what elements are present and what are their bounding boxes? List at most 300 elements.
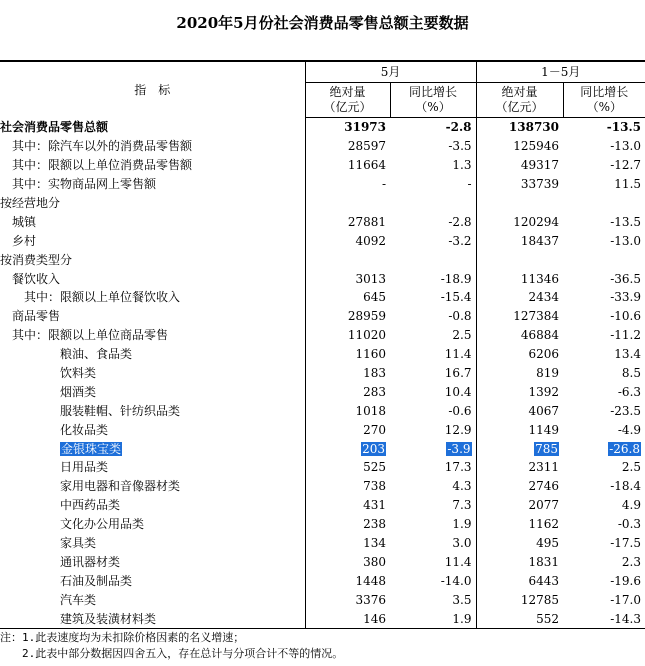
table-row xyxy=(0,345,645,364)
ytd-yoy-cell-text: -14.3 xyxy=(610,611,642,626)
may-yoy-cell xyxy=(390,401,476,420)
may-yoy-cell xyxy=(390,534,476,553)
may-abs-cell-text: 146 xyxy=(363,611,386,626)
row-label-text: 日用品类 xyxy=(60,460,109,475)
table-row xyxy=(0,609,645,628)
row-label xyxy=(0,439,305,458)
ytd-abs-cell xyxy=(476,534,563,553)
table-row xyxy=(0,137,645,156)
row-label xyxy=(0,175,305,194)
may-yoy-cell-text: 4.3 xyxy=(452,479,472,494)
table-row xyxy=(0,496,645,515)
may-yoy-cell xyxy=(390,420,476,439)
may-yoy-cell xyxy=(390,439,476,458)
ytd-abs-cell xyxy=(476,345,563,364)
footnotes xyxy=(0,630,343,662)
row-label-text: 家用电器和音像器材类 xyxy=(60,479,181,494)
may-yoy-cell-text: 10.4 xyxy=(444,384,472,399)
row-label xyxy=(0,552,305,571)
yoy-label: 同比增长 xyxy=(580,85,629,99)
may-yoy-cell-text: 3.0 xyxy=(452,536,472,551)
may-abs-cell xyxy=(305,137,390,156)
ytd-yoy-cell xyxy=(563,458,645,477)
table-row xyxy=(0,231,645,250)
may-yoy-cell xyxy=(390,118,476,137)
table-row xyxy=(0,590,645,609)
may-yoy-cell-text: 1.9 xyxy=(452,517,472,532)
table-row xyxy=(0,175,645,194)
row-label-text: 家具类 xyxy=(60,536,97,551)
may-abs-cell-text: 1448 xyxy=(355,573,386,588)
ytd-yoy-cell xyxy=(563,571,645,590)
may-yoy-cell xyxy=(390,212,476,231)
ytd-abs-cell-text: 125946 xyxy=(513,139,560,154)
ytd-abs-cell xyxy=(476,118,563,137)
may-abs-cell xyxy=(305,515,390,534)
may-abs-cell xyxy=(305,307,390,326)
may-abs-cell xyxy=(305,250,390,269)
may-yoy-cell-text: 7.3 xyxy=(452,498,472,513)
may-yoy-cell-text: 2.5 xyxy=(452,328,472,343)
ytd-abs-cell xyxy=(476,552,563,571)
may-yoy-cell-text: -0.6 xyxy=(448,403,472,418)
ytd-yoy-cell xyxy=(563,175,645,194)
may-abs-cell xyxy=(305,609,390,628)
may-abs-cell-text: 283 xyxy=(363,384,386,399)
ytd-abs-cell xyxy=(476,250,563,269)
may-abs-cell xyxy=(305,458,390,477)
may-yoy-cell-text: -15.4 xyxy=(440,290,472,305)
table-row xyxy=(0,552,645,571)
may-yoy-cell xyxy=(390,382,476,401)
row-label xyxy=(0,515,305,534)
ytd-abs-cell xyxy=(476,137,563,156)
table-row xyxy=(0,118,645,137)
may-abs-cell xyxy=(305,231,390,250)
ytd-yoy-cell-text: -36.5 xyxy=(610,271,642,286)
ytd-abs-cell xyxy=(476,175,563,194)
jan-may-header: 1－5月 xyxy=(476,61,645,83)
row-label-text: 其中：限额以上单位消费品零售额 xyxy=(12,158,193,173)
row-label xyxy=(0,496,305,515)
ytd-yoy-cell xyxy=(563,439,645,458)
row-label-text: 烟酒类 xyxy=(60,384,97,399)
ytd-yoy-cell xyxy=(563,212,645,231)
ytd-abs-cell xyxy=(476,382,563,401)
row-label xyxy=(0,156,305,175)
may-yoy-header xyxy=(390,83,476,118)
ytd-abs-cell-text: 552 xyxy=(536,611,560,626)
ytd-yoy-cell-text: -19.6 xyxy=(610,573,642,588)
table-row xyxy=(0,194,645,213)
table-row xyxy=(0,364,645,383)
may-abs-cell-text: 431 xyxy=(363,498,386,513)
may-yoy-cell-text: 17.3 xyxy=(444,460,472,475)
may-abs-cell-text: 183 xyxy=(363,366,386,381)
row-label-text: 商品零售 xyxy=(12,309,61,324)
may-yoy-cell xyxy=(390,364,476,383)
ytd-yoy-cell-text: -11.2 xyxy=(610,328,642,343)
ytd-abs-cell-text: 2077 xyxy=(528,498,560,513)
ytd-abs-cell-text: 33739 xyxy=(520,177,560,192)
row-label-text: 按消费类型分 xyxy=(0,252,73,267)
table-row xyxy=(0,420,645,439)
ytd-abs-cell xyxy=(476,326,563,345)
row-label-text: 乡村 xyxy=(12,233,37,248)
may-abs-cell-text: 11664 xyxy=(347,158,386,173)
ytd-yoy-cell-text: -12.7 xyxy=(610,158,642,173)
may-abs-cell-text: 238 xyxy=(363,517,386,532)
may-yoy-cell-text: -2.8 xyxy=(448,214,472,229)
ytd-abs-cell-text: 785 xyxy=(535,441,559,456)
row-label xyxy=(0,194,305,213)
ytd-abs-cell xyxy=(476,194,563,213)
may-yoy-cell xyxy=(390,326,476,345)
ytd-abs-cell xyxy=(476,439,563,458)
ytd-abs-header xyxy=(476,83,563,118)
ytd-abs-cell-text: 6443 xyxy=(528,573,560,588)
may-yoy-cell xyxy=(390,345,476,364)
row-label xyxy=(0,534,305,553)
ytd-yoy-cell-text: 4.9 xyxy=(621,498,642,513)
may-yoy-cell xyxy=(390,609,476,628)
table-row xyxy=(0,326,645,345)
ytd-yoy-cell-text: -10.6 xyxy=(610,309,642,324)
ytd-yoy-cell-text: 13.4 xyxy=(614,347,642,362)
ytd-abs-cell xyxy=(476,231,563,250)
may-yoy-cell-text: -3.5 xyxy=(448,139,472,154)
yoy-unit: （%） xyxy=(415,100,451,114)
may-abs-cell xyxy=(305,326,390,345)
may-yoy-cell-text: 1.9 xyxy=(452,611,472,626)
may-yoy-cell xyxy=(390,194,476,213)
row-label-text: 饮料类 xyxy=(60,366,97,381)
may-abs-cell-text: 28959 xyxy=(347,309,386,324)
may-abs-cell-text: 525 xyxy=(363,460,386,475)
may-abs-cell-text: 1018 xyxy=(355,403,386,418)
ytd-abs-cell-text: 1149 xyxy=(528,422,560,437)
ytd-abs-cell xyxy=(476,609,563,628)
may-abs-cell xyxy=(305,345,390,364)
may-yoy-cell-text: -3.2 xyxy=(448,233,472,248)
ytd-yoy-cell xyxy=(563,590,645,609)
ytd-yoy-cell xyxy=(563,288,645,307)
may-yoy-cell-text: 1.3 xyxy=(452,158,472,173)
row-label xyxy=(0,345,305,364)
ytd-yoy-cell xyxy=(563,534,645,553)
may-abs-cell xyxy=(305,156,390,175)
ytd-yoy-cell xyxy=(563,382,645,401)
may-yoy-cell-text: -14.0 xyxy=(440,573,472,588)
page-title: 2020年5月份社会消费品零售总额主要数据 xyxy=(176,14,469,32)
may-abs-cell-text: 203 xyxy=(362,441,385,456)
ytd-yoy-cell-text: -13.5 xyxy=(606,120,642,135)
may-abs-cell-text: 11020 xyxy=(347,328,386,343)
row-label-text: 餐饮收入 xyxy=(12,271,61,286)
ytd-yoy-cell-text: 2.5 xyxy=(621,460,642,475)
row-label xyxy=(0,609,305,628)
may-abs-cell xyxy=(305,534,390,553)
abs-label: 绝对量 xyxy=(501,85,538,99)
row-label-text: 汽车类 xyxy=(60,592,97,607)
may-yoy-cell xyxy=(390,269,476,288)
ytd-yoy-cell xyxy=(563,345,645,364)
may-yoy-cell xyxy=(390,156,476,175)
ytd-abs-cell-text: 49317 xyxy=(520,158,560,173)
ytd-yoy-cell xyxy=(563,118,645,137)
ytd-yoy-cell xyxy=(563,420,645,439)
may-abs-cell xyxy=(305,477,390,496)
row-label xyxy=(0,288,305,307)
table-row xyxy=(0,534,645,553)
table-row xyxy=(0,458,645,477)
ytd-yoy-cell-text: 2.3 xyxy=(621,554,642,569)
ytd-yoy-cell xyxy=(563,250,645,269)
ytd-abs-cell-text: 127384 xyxy=(513,309,560,324)
footnote-2: 2.此表中部分数据因四舍五入，存在总计与分项合计不等的情况。 xyxy=(22,647,344,660)
row-label xyxy=(0,307,305,326)
ytd-abs-cell xyxy=(476,477,563,496)
may-abs-cell xyxy=(305,552,390,571)
ytd-abs-cell xyxy=(476,307,563,326)
row-label-text: 建筑及装潢材料类 xyxy=(60,611,157,626)
ytd-abs-cell-text: 12785 xyxy=(520,592,560,607)
footnote-1: 注：1.此表速度均为未扣除价格因素的名义增速； xyxy=(0,631,245,644)
abs-label: 绝对量 xyxy=(329,85,366,99)
may-abs-cell xyxy=(305,118,390,137)
row-label xyxy=(0,231,305,250)
may-abs-cell-text: 3013 xyxy=(355,271,386,286)
row-label xyxy=(0,212,305,231)
table-row xyxy=(0,250,645,269)
ytd-yoy-cell xyxy=(563,477,645,496)
ytd-abs-cell xyxy=(476,212,563,231)
row-label-text: 化妆品类 xyxy=(60,422,109,437)
ytd-abs-cell xyxy=(476,458,563,477)
may-abs-header xyxy=(305,83,390,118)
row-label xyxy=(0,364,305,383)
ytd-yoy-cell xyxy=(563,552,645,571)
row-label xyxy=(0,382,305,401)
row-label xyxy=(0,250,305,269)
may-abs-cell-text: 27881 xyxy=(347,214,386,229)
ytd-yoy-cell xyxy=(563,496,645,515)
abs-unit: （亿元） xyxy=(323,100,372,114)
ytd-yoy-cell-text: -23.5 xyxy=(610,403,642,418)
ytd-yoy-cell xyxy=(563,231,645,250)
table-row xyxy=(0,439,645,458)
table-row xyxy=(0,401,645,420)
ytd-yoy-cell-text: -6.3 xyxy=(617,384,642,399)
row-label-text: 石油及制品类 xyxy=(60,573,133,588)
ytd-yoy-cell xyxy=(563,401,645,420)
table-row xyxy=(0,515,645,534)
may-abs-cell-text: 4092 xyxy=(355,233,386,248)
ytd-abs-cell xyxy=(476,156,563,175)
ytd-yoy-cell xyxy=(563,515,645,534)
row-label xyxy=(0,590,305,609)
may-yoy-cell xyxy=(390,307,476,326)
table-row xyxy=(0,571,645,590)
ytd-abs-cell-text: 495 xyxy=(536,536,560,551)
ytd-yoy-cell xyxy=(563,137,645,156)
may-yoy-cell xyxy=(390,571,476,590)
row-label xyxy=(0,137,305,156)
may-abs-cell xyxy=(305,269,390,288)
ytd-yoy-cell-text: -17.5 xyxy=(610,536,642,551)
ytd-yoy-cell-text: -13.0 xyxy=(610,139,642,154)
ytd-abs-cell-text: 4067 xyxy=(528,403,560,418)
ytd-yoy-cell xyxy=(563,326,645,345)
row-label-text: 社会消费品零售总额 xyxy=(0,120,109,135)
row-label-text: 中西药品类 xyxy=(60,498,121,513)
ytd-abs-cell xyxy=(476,288,563,307)
table-body xyxy=(0,118,645,629)
may-abs-cell-text: 1160 xyxy=(355,347,386,362)
ytd-yoy-cell-text: -4.9 xyxy=(617,422,642,437)
may-abs-cell-text: - xyxy=(381,177,386,192)
ytd-abs-cell-text: 2434 xyxy=(528,290,560,305)
ytd-yoy-cell-text: 11.5 xyxy=(614,177,642,192)
may-yoy-cell-text: - xyxy=(467,177,472,192)
ytd-abs-cell xyxy=(476,571,563,590)
may-abs-cell xyxy=(305,401,390,420)
may-abs-cell xyxy=(305,364,390,383)
ytd-abs-cell xyxy=(476,590,563,609)
ytd-abs-cell-text: 1392 xyxy=(528,384,560,399)
ytd-yoy-cell xyxy=(563,156,645,175)
ytd-abs-cell-text: 11346 xyxy=(520,271,560,286)
ytd-abs-cell xyxy=(476,420,563,439)
ytd-yoy-cell-text: 8.5 xyxy=(621,366,642,381)
table-row xyxy=(0,212,645,231)
row-label-text: 服装鞋帽、针纺织品类 xyxy=(60,403,181,418)
may-abs-cell xyxy=(305,175,390,194)
ytd-abs-cell xyxy=(476,401,563,420)
table-row xyxy=(0,156,645,175)
row-label-text: 粮油、食品类 xyxy=(60,347,133,362)
abs-unit: （亿元） xyxy=(495,100,544,114)
may-abs-cell-text: 134 xyxy=(363,536,386,551)
retail-sales-table xyxy=(0,60,645,629)
ytd-abs-cell xyxy=(476,496,563,515)
ytd-yoy-cell-text: -33.9 xyxy=(610,290,642,305)
row-label-text: 其中：限额以上单位商品零售 xyxy=(12,328,169,343)
may-header: 5月 xyxy=(305,61,476,83)
may-abs-cell xyxy=(305,212,390,231)
ytd-abs-cell xyxy=(476,515,563,534)
row-label xyxy=(0,269,305,288)
table-row xyxy=(0,307,645,326)
row-label xyxy=(0,420,305,439)
ytd-abs-cell-text: 120294 xyxy=(513,214,560,229)
ytd-yoy-cell-text: -13.0 xyxy=(610,233,642,248)
row-label-text: 通讯器材类 xyxy=(60,554,121,569)
row-label-text: 金银珠宝类 xyxy=(61,441,122,456)
ytd-abs-cell-text: 6206 xyxy=(528,347,560,362)
may-yoy-cell-text: -18.9 xyxy=(440,271,472,286)
ytd-abs-cell-text: 2311 xyxy=(528,460,560,475)
row-label xyxy=(0,477,305,496)
may-yoy-cell xyxy=(390,477,476,496)
indicator-header: 指 标 xyxy=(0,61,305,118)
yoy-unit: （%） xyxy=(586,100,622,114)
may-yoy-cell xyxy=(390,137,476,156)
may-abs-cell-text: 270 xyxy=(363,422,386,437)
may-abs-cell xyxy=(305,194,390,213)
row-label xyxy=(0,326,305,345)
may-yoy-cell xyxy=(390,552,476,571)
may-yoy-cell-text: -0.8 xyxy=(448,309,472,324)
may-abs-cell-text: 28597 xyxy=(347,139,386,154)
may-abs-cell xyxy=(305,439,390,458)
ytd-yoy-header xyxy=(563,83,645,118)
may-abs-cell xyxy=(305,382,390,401)
may-yoy-cell-text: 11.4 xyxy=(444,347,472,362)
ytd-yoy-cell-text: -13.5 xyxy=(610,214,642,229)
may-yoy-cell xyxy=(390,175,476,194)
ytd-abs-cell-text: 18437 xyxy=(520,233,560,248)
may-yoy-cell xyxy=(390,515,476,534)
yoy-label: 同比增长 xyxy=(409,85,458,99)
ytd-abs-cell-text: 1162 xyxy=(528,517,560,532)
may-yoy-cell xyxy=(390,288,476,307)
ytd-yoy-cell-text: -0.3 xyxy=(617,517,642,532)
row-label xyxy=(0,118,305,137)
may-abs-cell xyxy=(305,420,390,439)
may-yoy-cell-text: 11.4 xyxy=(444,554,472,569)
ytd-abs-cell-text: 46884 xyxy=(520,328,560,343)
row-label-text: 城镇 xyxy=(12,214,37,229)
ytd-yoy-cell xyxy=(563,364,645,383)
ytd-yoy-cell-text: -17.0 xyxy=(610,592,642,607)
row-label xyxy=(0,401,305,420)
ytd-abs-cell-text: 819 xyxy=(536,366,560,381)
ytd-yoy-cell-text: -26.8 xyxy=(609,441,641,456)
row-label xyxy=(0,571,305,590)
row-label-text: 其中：限额以上单位餐饮收入 xyxy=(24,290,181,305)
may-yoy-cell-text: 16.7 xyxy=(444,366,472,381)
may-yoy-cell xyxy=(390,590,476,609)
may-abs-cell-text: 380 xyxy=(363,554,386,569)
row-label-text: 其中：实物商品网上零售额 xyxy=(12,177,157,192)
may-yoy-cell xyxy=(390,496,476,515)
table-row xyxy=(0,288,645,307)
may-yoy-cell-text: 3.5 xyxy=(452,592,472,607)
row-label xyxy=(0,458,305,477)
may-abs-cell-text: 645 xyxy=(363,290,386,305)
may-yoy-cell xyxy=(390,231,476,250)
may-abs-cell xyxy=(305,288,390,307)
ytd-yoy-cell xyxy=(563,269,645,288)
ytd-yoy-cell xyxy=(563,307,645,326)
may-yoy-cell xyxy=(390,250,476,269)
may-abs-cell xyxy=(305,571,390,590)
ytd-abs-cell-text: 138730 xyxy=(508,120,560,135)
may-yoy-cell-text: -2.8 xyxy=(445,120,472,135)
may-abs-cell-text: 3376 xyxy=(355,592,386,607)
ytd-abs-cell-text: 2746 xyxy=(528,479,560,494)
row-label-text: 按经营地分 xyxy=(0,196,61,210)
ytd-yoy-cell xyxy=(563,609,645,628)
ytd-abs-cell-text: 1831 xyxy=(528,554,560,569)
may-abs-cell xyxy=(305,590,390,609)
table-row xyxy=(0,269,645,288)
ytd-yoy-cell-text: -18.4 xyxy=(610,479,642,494)
may-abs-cell xyxy=(305,496,390,515)
ytd-abs-cell xyxy=(476,269,563,288)
may-yoy-cell-text: 12.9 xyxy=(444,422,472,437)
